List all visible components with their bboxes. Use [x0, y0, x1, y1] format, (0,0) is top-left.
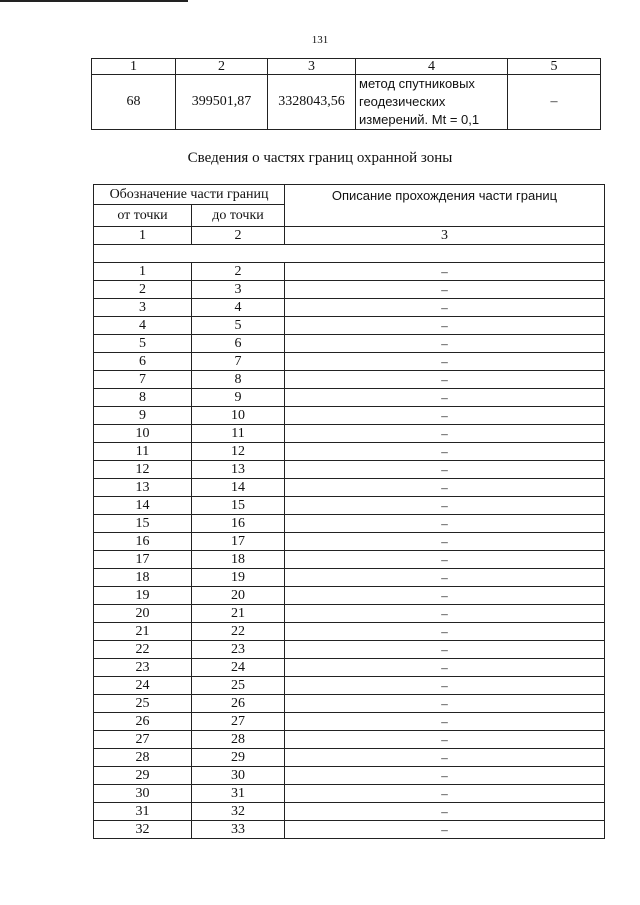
table-row [94, 821, 605, 839]
from-point-cell: 5 [94, 335, 192, 353]
from-point-cell: 17 [94, 551, 192, 569]
table-row [94, 407, 605, 425]
from-point-cell: 32 [94, 821, 192, 839]
coordinates-table [91, 58, 601, 130]
from-point-cell: 11 [94, 443, 192, 461]
table-row [94, 515, 605, 533]
column-number-row [94, 227, 605, 245]
from-point-cell: 7 [94, 371, 192, 389]
table-row [94, 713, 605, 731]
method-line: измерений. Mt = 0,1 [359, 112, 480, 127]
table-row [94, 659, 605, 677]
to-point-cell: 20 [192, 587, 285, 605]
description-header: Описание прохождения части границ [285, 185, 605, 227]
from-point-cell: 14 [94, 497, 192, 515]
to-point-cell: 33 [192, 821, 285, 839]
to-point-header: до точки [192, 205, 285, 227]
from-point-cell: 12 [94, 461, 192, 479]
from-point-cell: 26 [94, 713, 192, 731]
to-point-cell: 7 [192, 353, 285, 371]
table-row [94, 551, 605, 569]
to-point-cell: 18 [192, 551, 285, 569]
table-row [94, 677, 605, 695]
table-row [94, 587, 605, 605]
to-point-cell: 12 [192, 443, 285, 461]
table-row [94, 371, 605, 389]
table-row [94, 767, 605, 785]
description-cell: – [285, 317, 605, 335]
col-number-2: 2 [176, 59, 268, 75]
from-point-cell: 6 [94, 353, 192, 371]
to-point-cell: 13 [192, 461, 285, 479]
to-point-cell: 16 [192, 515, 285, 533]
header-rule [0, 0, 188, 2]
to-point-cell: 6 [192, 335, 285, 353]
description-cell: – [285, 587, 605, 605]
from-point-cell: 8 [94, 389, 192, 407]
description-cell: – [285, 803, 605, 821]
description-cell: – [285, 407, 605, 425]
to-point-cell: 30 [192, 767, 285, 785]
description-cell: – [285, 767, 605, 785]
description-cell: – [285, 353, 605, 371]
table-row [94, 335, 605, 353]
table-row [94, 749, 605, 767]
to-point-cell: 11 [192, 425, 285, 443]
from-point-cell: 30 [94, 785, 192, 803]
from-point-header: от точки [94, 205, 192, 227]
to-point-cell: 23 [192, 641, 285, 659]
table-row [94, 695, 605, 713]
col-number-3: 3 [268, 59, 356, 75]
method-line: метод спутниковых [359, 76, 475, 91]
description-cell: – [285, 659, 605, 677]
from-point-cell: 28 [94, 749, 192, 767]
from-point-cell: 2 [94, 281, 192, 299]
description-cell: – [285, 299, 605, 317]
description-cell: – [285, 695, 605, 713]
from-point-cell: 10 [94, 425, 192, 443]
boundary-designation-header: Обозначение части границ [94, 185, 285, 205]
description-cell: – [285, 425, 605, 443]
note-cell: – [508, 75, 601, 130]
from-point-cell: 16 [94, 533, 192, 551]
to-point-cell: 24 [192, 659, 285, 677]
description-cell: – [285, 623, 605, 641]
table-row [94, 317, 605, 335]
col-number-2: 2 [192, 227, 285, 245]
description-cell: – [285, 479, 605, 497]
y-coordinate: 3328043,56 [268, 75, 356, 130]
section-title: Сведения о частях границ охранной зоны [187, 150, 453, 166]
method-line: геодезических [359, 94, 446, 109]
to-point-cell: 2 [192, 263, 285, 281]
table-row [94, 281, 605, 299]
to-point-cell: 31 [192, 785, 285, 803]
description-cell: – [285, 551, 605, 569]
empty-cell [94, 245, 605, 263]
description-cell: – [285, 677, 605, 695]
from-point-cell: 21 [94, 623, 192, 641]
col-number-3: 3 [285, 227, 605, 245]
description-cell: – [285, 461, 605, 479]
description-cell: – [285, 281, 605, 299]
table-row [94, 263, 605, 281]
x-coordinate: 399501,87 [176, 75, 268, 130]
boundary-parts-table [93, 184, 605, 839]
table-row [94, 461, 605, 479]
table-row [94, 353, 605, 371]
description-cell: – [285, 821, 605, 839]
from-point-cell: 18 [94, 569, 192, 587]
description-cell: – [285, 569, 605, 587]
col-number-1: 1 [94, 227, 192, 245]
to-point-cell: 29 [192, 749, 285, 767]
description-cell: – [285, 785, 605, 803]
from-point-cell: 19 [94, 587, 192, 605]
to-point-cell: 26 [192, 695, 285, 713]
from-point-cell: 4 [94, 317, 192, 335]
to-point-cell: 3 [192, 281, 285, 299]
to-point-cell: 27 [192, 713, 285, 731]
table-row [94, 731, 605, 749]
to-point-cell: 32 [192, 803, 285, 821]
from-point-cell: 9 [94, 407, 192, 425]
table-row [94, 623, 605, 641]
col-number-5: 5 [508, 59, 601, 75]
to-point-cell: 21 [192, 605, 285, 623]
empty-row [94, 245, 605, 263]
from-point-cell: 3 [94, 299, 192, 317]
table-row [94, 641, 605, 659]
from-point-cell: 22 [94, 641, 192, 659]
to-point-cell: 9 [192, 389, 285, 407]
from-point-cell: 25 [94, 695, 192, 713]
from-point-cell: 20 [94, 605, 192, 623]
to-point-cell: 5 [192, 317, 285, 335]
table-row [94, 425, 605, 443]
from-point-cell: 24 [94, 677, 192, 695]
from-point-cell: 31 [94, 803, 192, 821]
table-row [94, 389, 605, 407]
col-number-1: 1 [92, 59, 176, 75]
method-description [356, 75, 508, 130]
to-point-cell: 19 [192, 569, 285, 587]
table-row [94, 479, 605, 497]
table-row [94, 605, 605, 623]
description-cell: – [285, 749, 605, 767]
table-row [92, 75, 601, 130]
table-row [94, 443, 605, 461]
table-row [94, 569, 605, 587]
table-row [94, 299, 605, 317]
table-row [94, 785, 605, 803]
page-number: 131 [311, 34, 329, 46]
table-row [94, 533, 605, 551]
from-point-cell: 29 [94, 767, 192, 785]
to-point-cell: 17 [192, 533, 285, 551]
description-cell: – [285, 605, 605, 623]
to-point-cell: 10 [192, 407, 285, 425]
description-cell: – [285, 371, 605, 389]
to-point-cell: 15 [192, 497, 285, 515]
coordinates-header-row [92, 59, 601, 75]
description-cell: – [285, 389, 605, 407]
description-cell: – [285, 497, 605, 515]
description-cell: – [285, 335, 605, 353]
description-cell: – [285, 533, 605, 551]
from-point-cell: 13 [94, 479, 192, 497]
point-number: 68 [92, 75, 176, 130]
header-row [94, 185, 605, 205]
from-point-cell: 27 [94, 731, 192, 749]
from-point-cell: 23 [94, 659, 192, 677]
to-point-cell: 28 [192, 731, 285, 749]
description-cell: – [285, 641, 605, 659]
table-row [94, 497, 605, 515]
to-point-cell: 25 [192, 677, 285, 695]
from-point-cell: 1 [94, 263, 192, 281]
description-cell: – [285, 713, 605, 731]
description-cell: – [285, 263, 605, 281]
to-point-cell: 8 [192, 371, 285, 389]
description-cell: – [285, 731, 605, 749]
col-number-4: 4 [356, 59, 508, 75]
to-point-cell: 14 [192, 479, 285, 497]
to-point-cell: 22 [192, 623, 285, 641]
from-point-cell: 15 [94, 515, 192, 533]
description-cell: – [285, 515, 605, 533]
description-cell: – [285, 443, 605, 461]
table-row [94, 803, 605, 821]
to-point-cell: 4 [192, 299, 285, 317]
